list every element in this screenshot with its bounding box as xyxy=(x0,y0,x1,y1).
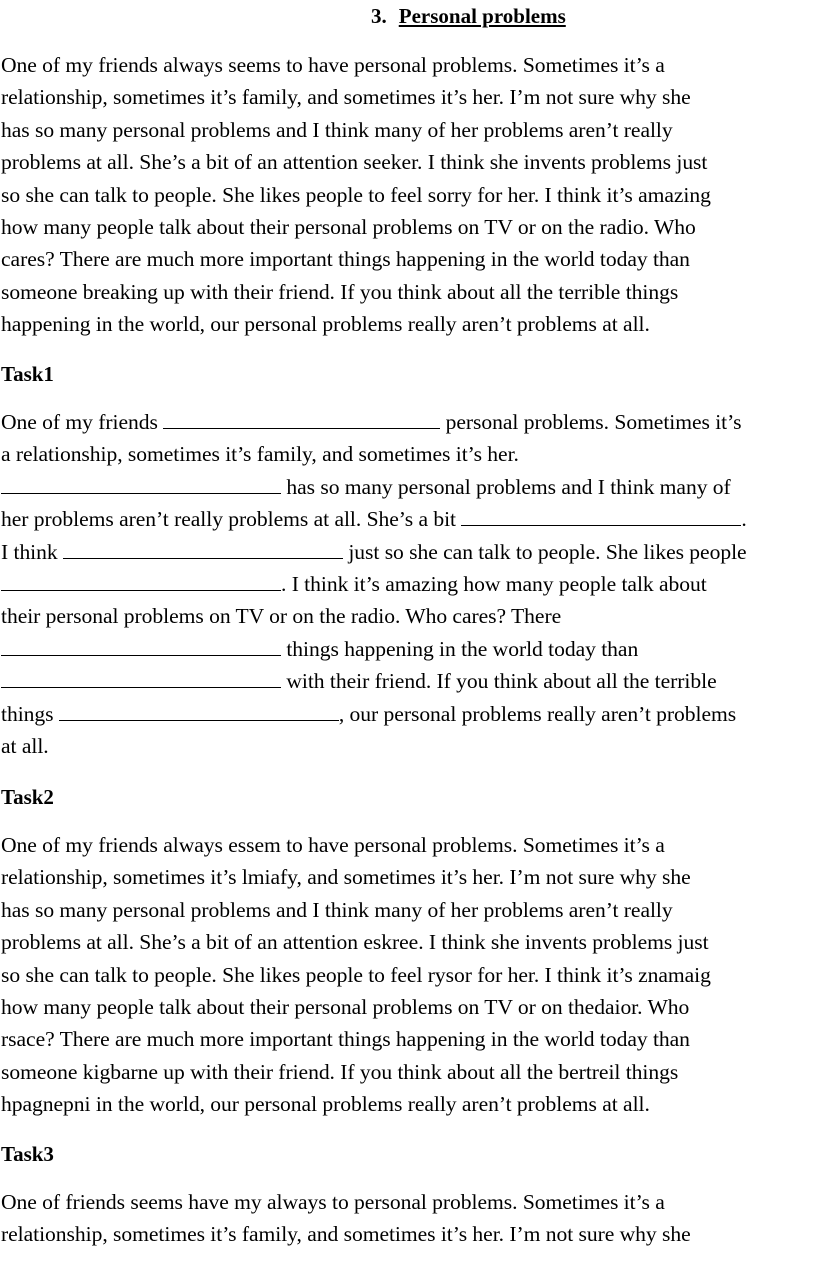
task3-passage xyxy=(1,1186,816,1251)
task2-heading: Task2 xyxy=(1,785,54,809)
answer-blank[interactable] xyxy=(63,538,343,559)
passage-line: relationship, sometimes it’s family, and sometimes it’s her. I’m not sure why she xyxy=(1,85,691,110)
task1-text: has so many personal problems and I think many of xyxy=(286,474,731,499)
answer-blank[interactable] xyxy=(1,667,281,688)
task2-line: how many people talk about their personal problems on TV or on thedaior. Who xyxy=(1,994,690,1019)
task1-text: One of my friends xyxy=(1,410,158,434)
task1-line xyxy=(1,600,816,632)
task1-text: her problems aren’t really problems at all. She’s a bit xyxy=(1,507,456,532)
task1-line xyxy=(1,471,816,503)
task1-line xyxy=(1,698,816,730)
title-text: Personal problems xyxy=(398,4,566,28)
task1-text: , our personal problems really aren’t problems xyxy=(338,701,737,726)
task1-text: just so she can talk to people. She likes people xyxy=(348,539,747,564)
task1-text: . xyxy=(741,507,747,532)
task2-line: hpagnepni in the world, our personal problems really aren’t problems at all. xyxy=(1,1092,650,1117)
task1-text: things happening in the world today than xyxy=(286,636,639,661)
task1-line xyxy=(1,568,816,600)
answer-blank[interactable] xyxy=(59,700,339,721)
task2-line: One of my friends always essem to have personal problems. Sometimes it’s a xyxy=(1,833,665,857)
task1-text: . I think it’s amazing how many people talk about xyxy=(281,571,707,596)
task2-line: has so many personal problems and I think many of her problems aren’t really xyxy=(1,897,673,922)
task1-heading: Task1 xyxy=(1,362,54,386)
task1-text: at all. xyxy=(1,733,49,758)
task1-gap-fill xyxy=(1,406,816,762)
task1-line xyxy=(1,438,816,470)
task1-text: personal problems. Sometimes it’s xyxy=(445,410,742,434)
task1-line xyxy=(1,503,816,535)
task2-passage xyxy=(1,829,816,1121)
answer-blank[interactable] xyxy=(1,635,281,656)
passage-line: cares? There are much more important things happening in the world today than xyxy=(1,247,690,272)
reading-passage xyxy=(1,49,816,341)
passage-line: someone breaking up with their friend. If you think about all the terrible things xyxy=(1,279,679,304)
task1-line xyxy=(1,730,816,762)
task1-text: with their friend. If you think about all the terrible xyxy=(286,669,717,694)
task1-text: their personal problems on TV or on the radio. Who cares? There xyxy=(1,604,562,629)
answer-blank[interactable] xyxy=(163,408,440,429)
task1-line xyxy=(1,536,816,568)
title-number: 3. xyxy=(371,4,387,28)
task2-line: rsace? There are much more important things happening in the world today than xyxy=(1,1027,690,1052)
task1-line xyxy=(1,665,816,697)
task2-line: problems at all. She’s a bit of an attention eskree. I think she invents problems just xyxy=(1,930,709,955)
answer-blank[interactable] xyxy=(1,473,281,494)
task3-line: One of friends seems have my always to personal problems. Sometimes it’s a xyxy=(1,1190,665,1214)
passage-line: happening in the world, our personal problems really aren’t problems at all. xyxy=(1,312,650,337)
task1-text: things xyxy=(1,701,54,726)
answer-blank[interactable] xyxy=(1,570,281,591)
passage-line: how many people talk about their personal problems on TV or on the radio. Who xyxy=(1,214,696,239)
passage-line: One of my friends always seems to have personal problems. Sometimes it’s a xyxy=(1,53,665,77)
passage-line: has so many personal problems and I think many of her problems aren’t really xyxy=(1,117,673,142)
passage-line: problems at all. She’s a bit of an attention seeker. I think she invents problems just xyxy=(1,150,708,175)
answer-blank[interactable] xyxy=(461,505,741,526)
task1-text: I think xyxy=(1,539,58,564)
task3-heading: Task3 xyxy=(1,1142,54,1166)
page-title xyxy=(371,3,566,29)
task1-text: a relationship, sometimes it’s family, and sometimes it’s her. xyxy=(1,442,519,467)
passage-line: so she can talk to people. She likes people to feel sorry for her. I think it’s amazing xyxy=(1,182,711,207)
task3-line: relationship, sometimes it’s family, and sometimes it’s her. I’m not sure why she xyxy=(1,1222,691,1247)
task2-line: relationship, sometimes it’s lmiafy, and sometimes it’s her. I’m not sure why she xyxy=(1,865,691,890)
task2-line: someone kigbarne up with their friend. If you think about all the bertreil things xyxy=(1,1059,679,1084)
task1-line xyxy=(1,406,816,438)
task1-line xyxy=(1,633,816,665)
task2-line: so she can talk to people. She likes people to feel rysor for her. I think it’s znamaig xyxy=(1,962,711,987)
